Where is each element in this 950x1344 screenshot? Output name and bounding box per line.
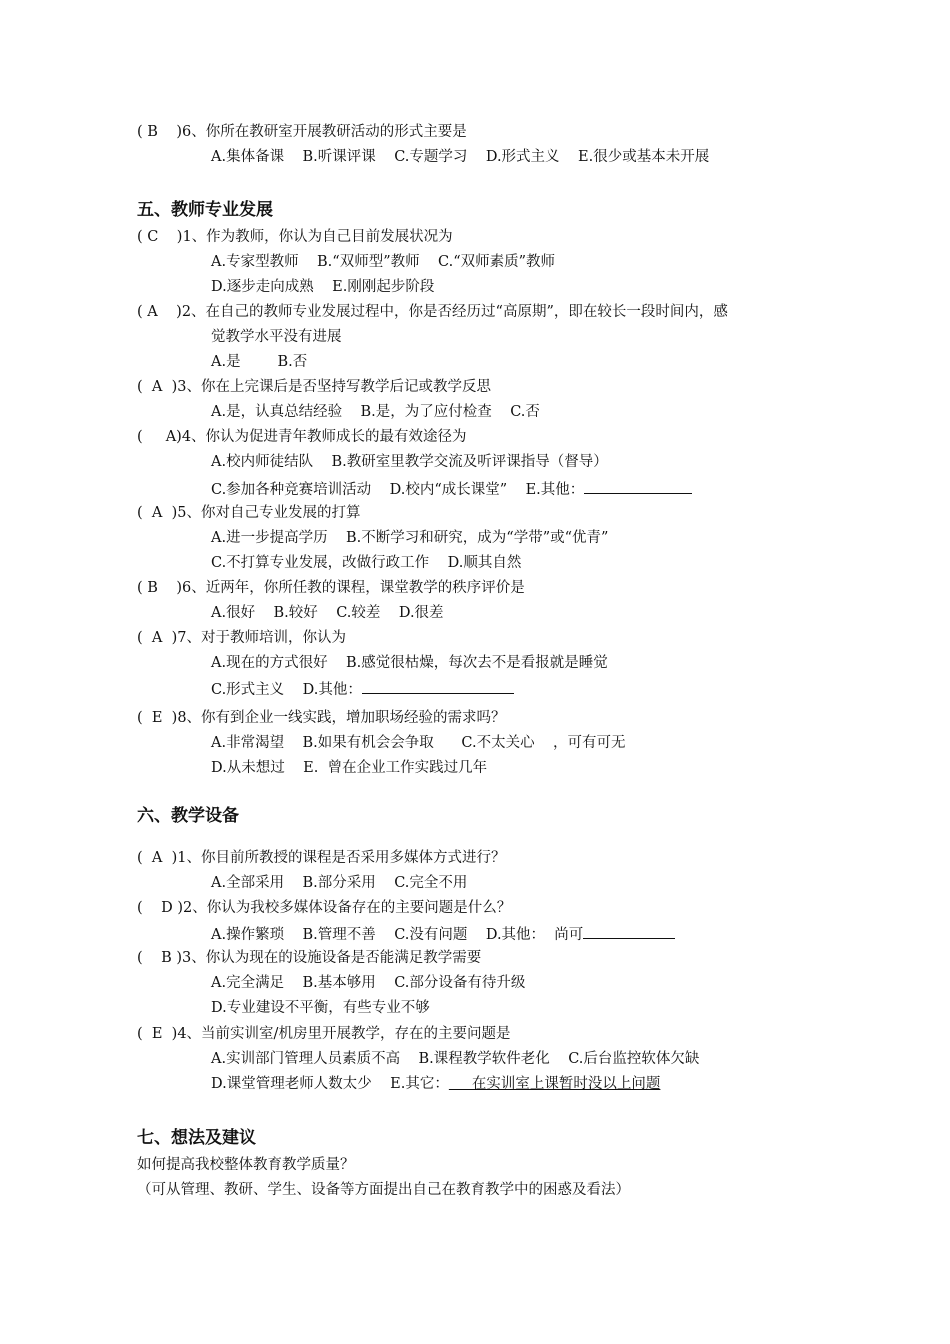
question-options: A.实训部门管理人员素质不高 B.课程教学软件老化 C.后台监控软体欠缺 (211, 1051, 700, 1067)
question-options: C.形式主义 D.其他： (211, 682, 362, 698)
question-options: A.操作繁琐 B.管理不善 C.没有问题 D.其他： 尚可 (211, 927, 584, 943)
question-options: C.参加各种竞赛培训活动 D.校内“成长课堂” E.其他： (211, 482, 585, 498)
question-text: 如何提高我校整体教育教学质量？ (137, 1157, 355, 1173)
question-options: A.现在的方式很好 B.感觉很枯燥，每次去不是看报就是睡觉 (211, 655, 608, 671)
section-heading: 五、教师专业发展 (137, 200, 273, 220)
question-options: A.全部采用 B.部分采用 C.完全不用 (211, 875, 468, 891)
question-options: D.课堂管理老师人数太少 E.其它： (211, 1076, 449, 1092)
answer-blank[interactable] (583, 923, 675, 939)
question-options: A.专家型教师 B.“双师型”教师 C.“双师素质”教师 (211, 254, 556, 270)
section-heading: 六、教学设备 (137, 806, 239, 826)
question-stem: ( A )7、对于教师培训，你认为 (137, 630, 346, 646)
question-stem: ( B )3、你认为现在的设施设备是否能满足教学需要 (137, 950, 482, 966)
question-options: A.非常渴望 B.如果有机会会争取 C.不太关心 ，可有可无 (211, 735, 626, 751)
question-options: A.校内师徒结队 B.教研室里教学交流及听评课指导（督导） (211, 454, 608, 470)
question-options: A.集体备课 B.听课评课 C.专题学习 D.形式主义 E.很少或基本未开展 (211, 149, 710, 165)
question-stem: ( D )2、你认为我校多媒体设备存在的主要问题是什么？ (137, 900, 512, 916)
question-options-row (211, 1074, 660, 1094)
question-options-row (211, 478, 692, 500)
question-stem: ( E )8、你有到企业一线实践，增加职场经验的需求吗？ (137, 710, 506, 726)
answer-blank[interactable] (362, 678, 514, 694)
question-stem: ( C )1、作为教师，你认为自己目前发展状况为 (137, 229, 453, 245)
answer-blank[interactable] (584, 478, 692, 494)
question-options-row (211, 923, 675, 945)
question-options: A.是，认真总结经验 B.是，为了应付检查 C.否 (211, 404, 540, 420)
filled-answer: 在实训室上课暂时没以上问题 (448, 1076, 661, 1092)
question-stem: ( A)4、你认为促进青年教师成长的最有效途径为 (137, 429, 467, 445)
question-options: D.专业建设不平衡，有些专业不够 (211, 1000, 430, 1016)
question-options: A.进一步提高学历 B.不断学习和研究，成为“学带”或“优青” (211, 530, 609, 546)
question-stem: ( E )4、当前实训室/机房里开展教学，存在的主要问题是 (137, 1026, 511, 1042)
question-stem: ( B )6、你所在教研室开展教研活动的形式主要是 (137, 124, 467, 140)
question-options: A.很好 B.较好 C.较差 D.很差 (211, 605, 444, 621)
question-options: D.逐步走向成熟 E.刚刚起步阶段 (211, 279, 435, 295)
question-stem: ( A )2、在自己的教师专业发展过程中，你是否经历过“高原期”，即在较长一段时间内，感 (137, 304, 728, 320)
question-stem: ( A )5、你对自己专业发展的打算 (137, 505, 361, 521)
section-heading: 七、想法及建议 (137, 1128, 256, 1148)
question-stem: ( A )3、你在上完课后是否坚持写教学后记或教学反思 (137, 379, 491, 395)
question-options: A.是 B.否 (211, 354, 308, 370)
question-stem-cont: 觉教学水平没有进展 (211, 329, 342, 345)
question-stem: ( B )6、近两年，你所任教的课程，课堂教学的秩序评价是 (137, 580, 525, 596)
question-note: （可从管理、教研、学生、设备等方面提出自己在教育教学中的困惑及看法） (137, 1182, 630, 1198)
question-options: D.从未想过 E. 曾在企业工作实践过几年 (211, 760, 488, 776)
question-options: C.不打算专业发展，改做行政工作 D.顺其自然 (211, 555, 522, 571)
question-stem: ( A )1、你目前所教授的课程是否采用多媒体方式进行？ (137, 850, 506, 866)
question-options: A.完全满足 B.基本够用 C.部分设备有待升级 (211, 975, 526, 991)
question-options-row (211, 678, 514, 700)
